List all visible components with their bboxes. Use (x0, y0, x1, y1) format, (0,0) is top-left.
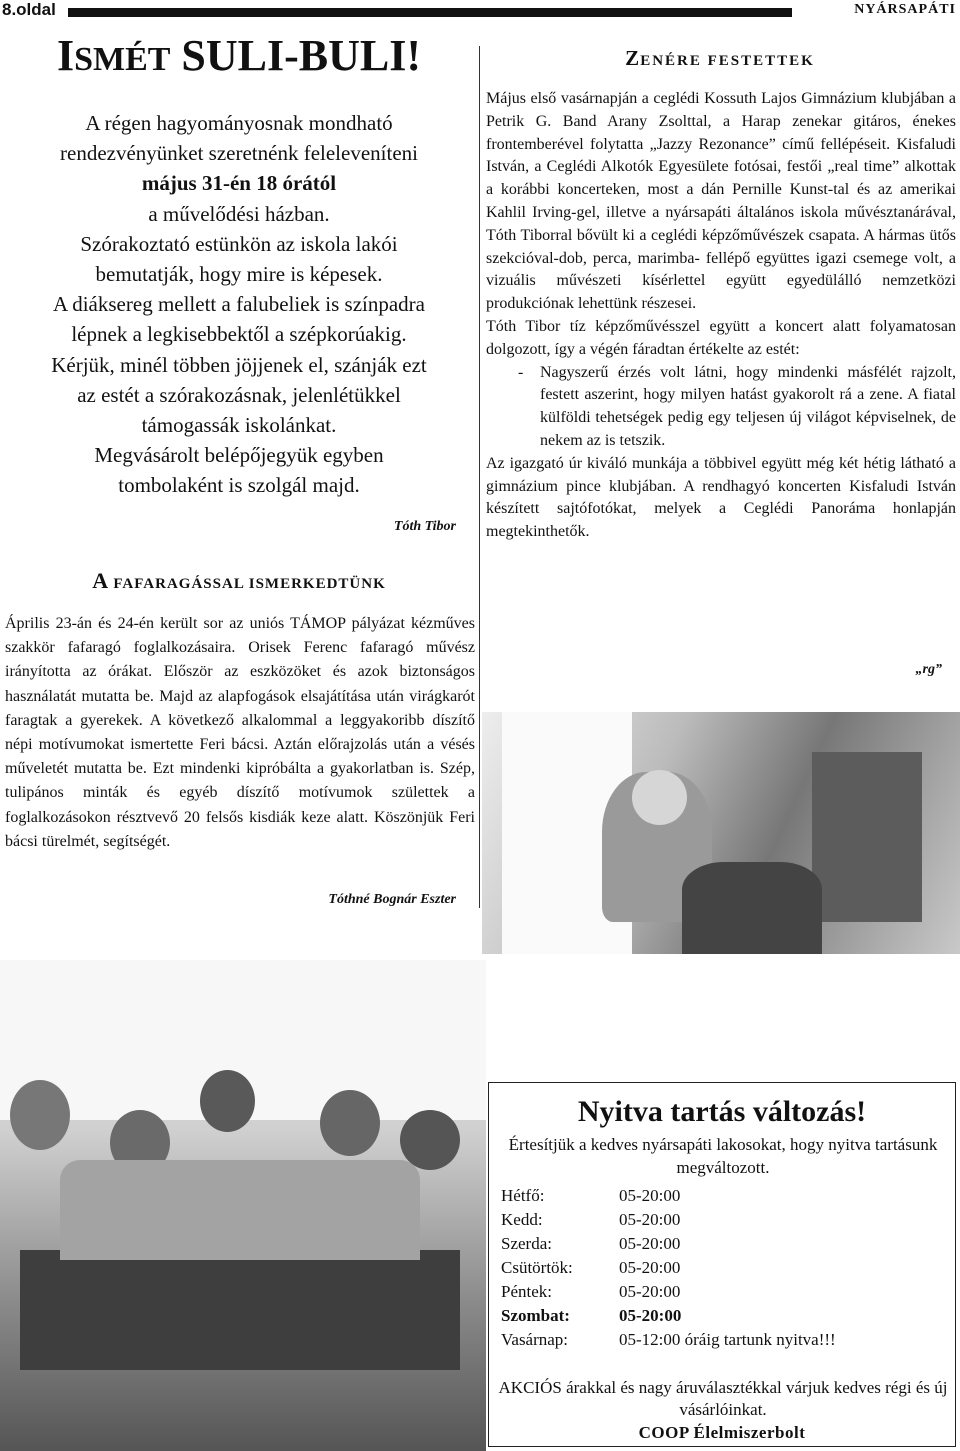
publication-name: NYÁRSAPÁTI (854, 2, 956, 17)
hours-time: 05-20:00 (619, 1186, 681, 1205)
shop-name: COOP Élelmiszerbolt (638, 1423, 806, 1442)
article3-paragraph: Május első vasárnapján a ceglédi Kossuth Lajos Gimnázium klubjában a Petrik G. Band Arany Zsolttal, a Harap zenekar gitáros, énekes frontemberével folytatta „Jazzy Rezonance” című fellépéseit. Kisfaludi István, a Ceglédi Alkotók Egyesülete fotósai, festői „real time” alkottak a korábbi koncerteken, most a dán Pernille Kunst-tal és az amerikai Kahlil Irving-gel, illetve a nyársapáti általános iskola művésztanárával, Tóth Tiborral bővült ki a ceglédi képzőművészek csapata. A hármas ütős szekcióval-dob, perca, marimba- fellépő együttes igazi csemege volt, a vizuális művészeti kísérlettel együtt egyedülálló nemzetközi produkciónak lehettünk részesei. (486, 90, 956, 313)
article2-body: Április 23-án és 24-én került sor az uniós TÁMOP pályázat kézműves szakkör fafaragó foglalkozásaira. Orisek Ferenc fafaragó művész irányította az órákat. Először az eszközöket és azok biztonságos használatát mutatta be. Majd az alapfogások elsajátítása után virágkarót faragtak a gyerekek. A következő alkalommal a leggyakoribb díszítő népi motívumokat ismertette Feri bácsi. Aztán előrajzolás után a vésés műveletét mutatta be. Ezt mindenki kipróbálta a gyakorlatban is. Szép, tulipános minták és egyéb díszítő motívumok születtek a foglalkozásokon résztvevő 20 felsős kisdiák keze alatt. Köszönjük Feri bácsi türelmét, segítségét. (5, 615, 475, 850)
article3-title: ZENÉRE FESTETTEK (625, 46, 815, 70)
hours-time: 05-20:00 (619, 1258, 681, 1277)
article1-line: lépnek a legkisebbektől a szépkorúakig. (71, 322, 407, 347)
article1-line: A régen hagyományosnak mondható (85, 111, 393, 135)
article1-line: Szórakoztató estünkön az iskola lakói (80, 231, 398, 256)
article3-body (486, 88, 956, 544)
woodcarving-photo (0, 960, 486, 1451)
article2-title: A FAFARAGÁSSAL ISMERKEDTÜNK (92, 568, 386, 593)
hours-day: Vasárnap: (501, 1330, 569, 1349)
article1-date: május 31-én 18 órától (141, 171, 337, 196)
article2-signature: Tóthné Bognár Eszter (328, 892, 456, 907)
notice-title: Nyitva tartás változás! (577, 1095, 867, 1128)
notice-footer: AKCIÓS árakkal és nagy áruválasztékkal várjuk kedves régi és új vásárlóinkat. (498, 1378, 948, 1419)
hours-day: Szombat: (501, 1306, 570, 1325)
header-rule (68, 8, 792, 17)
opening-hours-notice (488, 1082, 956, 1447)
article1-line: rendezvényünket szeretnénk feleleveníteni (60, 141, 418, 166)
article1-line: bemutatják, hogy mire is képesek. (95, 262, 383, 287)
column-divider (479, 46, 480, 908)
notice-intro: Értesítjük a kedves nyársapáti lakosokat, hogy nyitva tartásunk megváltozott. (508, 1135, 938, 1177)
hours-day: Péntek: (501, 1282, 552, 1301)
hours-time: 05-20:00 (619, 1282, 681, 1301)
article1-line: támogassák iskolánkat. (141, 413, 337, 438)
quote-text: Nagyszerű érzés volt látni, hogy mindenki másfélét rajzolt, festett aszerint, hogy milyen hatást gyakorolt rá a zene. A fiatal külföldi tehetségek pedig egy teljesen új világot képviselnek, de nekem az is tetszik. (540, 363, 956, 449)
article1-line: tombolaként is szolgál majd. (118, 473, 360, 498)
hours-time: 05-20:00 (619, 1306, 682, 1325)
article3-signature: „rg” (915, 662, 942, 677)
article1-line: A diáksereg mellett a falubeliek is színpadra (52, 292, 426, 317)
hours-day: Hétfő: (501, 1186, 545, 1205)
article1-line: Kérjük, minél többen jöjjenek el, szánják ezt (51, 352, 427, 377)
article1-line: Megvásárolt belépőjegyük egyben (94, 443, 384, 468)
hours-time: 05-12:00 óráig tartunk nyitva!!! (619, 1330, 836, 1349)
quote-dash: - (518, 363, 524, 381)
article1-line: az estét a szórakozásnak, jelenlétükkel (77, 382, 401, 407)
article1-body (0, 108, 478, 501)
hours-day: Csütörtök: (501, 1258, 573, 1277)
article1-line: a művelődési házban. (148, 201, 330, 226)
hours-time: 05-20:00 (619, 1210, 681, 1229)
article1-title: ISMÉT SULI-BULI! (56, 31, 422, 80)
article3-quote (486, 362, 956, 453)
hours-time: 05-20:00 (619, 1234, 681, 1253)
concert-photo (482, 712, 960, 954)
hours-day: Kedd: (501, 1210, 543, 1229)
article3-paragraph: Az igazgató úr kiváló munkája a többivel együtt még két hétig látható a gimnázium pince klubjában. A rendhagyó koncerten Kisfaludi István készített sajtófotókat, melyek a Ceglédi Panoráma honlapján megtekinthetők. (486, 454, 956, 541)
article3-paragraph: Tóth Tibor tíz képzőművésszel együtt a koncert alatt folyamatosan dolgozott, így a végén fáradtan értékelte az estét: (486, 317, 956, 358)
hours-day: Szerda: (501, 1234, 552, 1253)
article1-signature: Tóth Tibor (393, 519, 456, 534)
page-number: 8.oldal (2, 0, 56, 19)
